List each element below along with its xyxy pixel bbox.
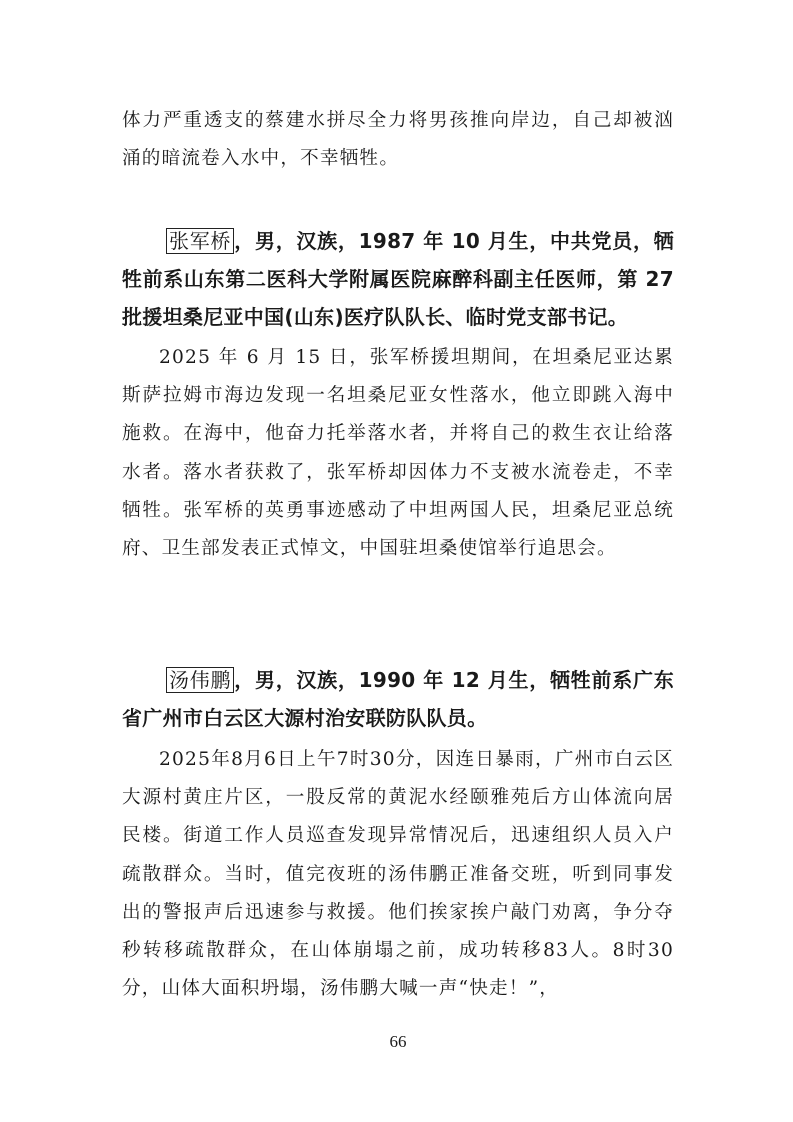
person-name-box: 张军桥 [166, 228, 234, 254]
entry-heading [122, 222, 674, 336]
person-name-box: 汤伟鹏 [166, 667, 234, 693]
entry-heading-text: ，男，汉族，1990 年 12 月生，牺牲前系广东省广州市白云区大源村治安联防队队员。 [122, 668, 674, 730]
entry-body-paragraph: 2025年8月6日上午7时30分，因连日暴雨，广州市白云区大源村黄庄片区，一股反常的黄泥水经颐雅苑后方山体流向居民楼。街道工作人员巡查发现异常情况后，迅速组织人员入户疏散群众。当时，值完夜班的汤伟鹏正准备交班，听到同事发出的警报声后迅速参与救援。他们挨家挨户敲门劝离，争分夺秒转移疏散群众，在山体崩塌之前，成功转移83人。8时30分，山体大面积坍塌，汤伟鹏大喊一声“快走！”， [122, 749, 674, 1000]
entry-heading-text: ，男，汉族，1987 年 10 月生，中共党员，牺牲前系山东第二医科大学附属医院麻醉科副主任医师，第 27 批援坦桑尼亚中国(山东)医疗队队长、临时党支部书记。 [122, 229, 674, 329]
entry-heading [122, 661, 674, 737]
document-page [122, 0, 674, 1122]
intro-paragraph: 体力严重透支的蔡建水拼尽全力将男孩推向岸边，自己却被汹涌的暗流卷入水中，不幸牺牲。 [122, 110, 674, 170]
entry-body-paragraph: 2025 年 6 月 15 日，张军桥援坦期间，在坦桑尼亚达累斯萨拉姆市海边发现一名坦桑尼亚女性落水，他立即跳入海中施救。在海中，他奋力托举落水者，并将自己的救生衣让给落水者。落水者获救了，张军桥却因体力不支被水流卷走，不幸牺牲。张军桥的英勇事迹感动了中坦两国人民，坦桑尼亚总统府、卫生部发表正式悼文，中国驻坦桑使馆举行追思会。 [122, 347, 674, 560]
page-number: 66 [389, 1032, 407, 1051]
